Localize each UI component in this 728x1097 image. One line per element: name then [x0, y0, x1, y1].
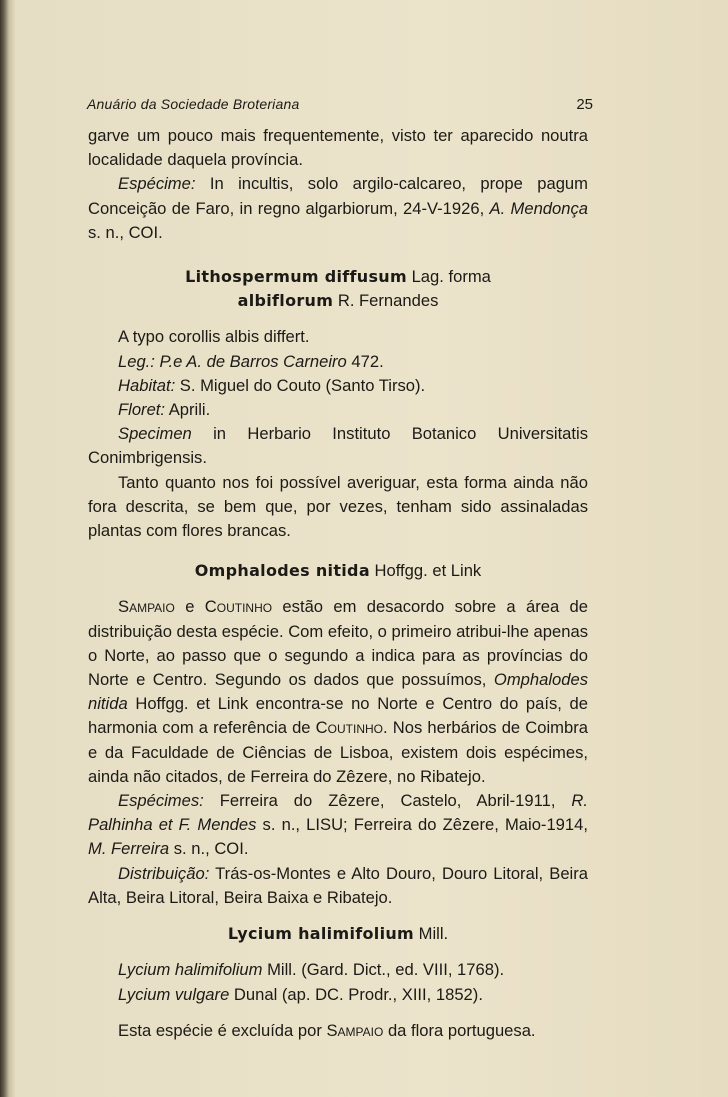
synonym-line	[88, 983, 588, 1007]
synonym-citation: Dunal (ap. DC. Prodr., XIII, 1852).	[229, 984, 483, 1004]
forma-authority: R. Fernandes	[333, 291, 439, 311]
taxon-authority: Mill.	[414, 924, 449, 944]
leg-label: Leg.:	[118, 351, 155, 371]
collector-name: M. Ferreira	[88, 839, 170, 859]
diagnosis-line: A typo corollis albis differt.	[118, 327, 310, 347]
continuation-paragraph	[88, 124, 588, 172]
synonym-name: Lycium vulgare	[118, 984, 230, 1004]
text-run: estão em desacordo sobre a área de distribuição desta espécie. Com efeito, o primeiro atribui-lhe apenas o Norte, ao passo que o segundo a indica para as províncias do Norte e Centro. Segundo os dados que possuímos,	[88, 597, 588, 690]
specimen-latin-text: in Herbario Instituto Botanico Universitatis Conimbrigensis.	[88, 424, 588, 468]
floret-line	[88, 398, 588, 422]
text-run: Esta espécie é excluída por	[118, 1020, 327, 1040]
specimen-end: s. n., COI.	[88, 222, 163, 242]
page-body	[88, 124, 588, 1043]
specimens-paragraph	[88, 789, 588, 862]
forma-name: albiflorum	[237, 291, 334, 311]
synonym-name: Lycium halimifolium	[118, 960, 263, 980]
taxon-heading-lycium	[88, 922, 588, 946]
floret-label: Floret:	[118, 400, 166, 420]
taxon-inline: Omphalodes nitida	[88, 670, 588, 714]
text-run: s. n., COI.	[169, 839, 249, 859]
continuation-text: garve um pouco mais frequentemente, visto ter aparecido noutra localidade daquela província.	[88, 126, 588, 170]
specimen-text: In incultis, solo argilo-calcareo, prope pagum Conceição de Faro, in regno algarbiorum, 24-V-1926,	[88, 174, 588, 218]
remark-paragraph: Tanto quanto nos foi possível averiguar, esta forma ainda não fora descrita, se bem que, por vezes, tenham sido assinaladas plantas com flores brancas.	[88, 472, 588, 541]
author-sampaio: Sampaio	[118, 597, 175, 617]
specimen-paragraph	[88, 172, 588, 245]
specimen-label: Espécime:	[118, 174, 196, 194]
taxon-authority: Lag. forma	[406, 267, 491, 287]
running-head	[87, 96, 593, 116]
taxon-heading-forma	[88, 289, 588, 313]
habitat-label: Habitat:	[118, 375, 176, 395]
taxon-heading-omphalodes	[88, 559, 588, 583]
distribution-label: Distribuição:	[118, 863, 210, 883]
habitat-line	[88, 374, 588, 398]
text-run: da flora portuguesa.	[383, 1020, 536, 1040]
collector-name: A. Mendonça	[489, 198, 589, 218]
synonym-line	[88, 958, 588, 982]
text-run: . Nos herbários de Coimbra e da Faculdade de Ciências de Lisboa, existem dois espécimes, ainda não citados, de Ferreira do Zêzere, no Ribatejo.	[88, 718, 588, 786]
author-coutinho: Coutinho	[204, 597, 273, 617]
text-run: Ferreira do Zêzere, Castelo, Abril-1911,	[203, 791, 572, 811]
text-run: s. n., LISU; Ferreira do Zêzere, Maio-1914,	[256, 815, 588, 835]
specimen-line	[88, 422, 588, 470]
leg-number: 472.	[346, 351, 384, 371]
synonym-citation: Mill. (Gard. Dict., ed. VIII, 1768).	[262, 960, 505, 980]
distribution-discussion	[88, 595, 588, 789]
text-run: Hoffgg. et Link encontra-se no Norte e Centro do país, de harmonia com a referência de	[88, 694, 588, 738]
distribution-text: Trás-os-Montes e Alto Douro, Douro Litoral, Beira Alta, Beira Litoral, Beira Baixa e Ribatejo.	[88, 863, 588, 907]
specimens-label: Espécimes:	[118, 791, 204, 811]
taxon-name: Lithospermum diffusum	[185, 267, 407, 287]
taxon-name: Lycium halimifolium	[227, 924, 415, 944]
taxon-authority: Hoffgg. et Link	[369, 561, 482, 581]
distribution-paragraph	[88, 862, 588, 910]
taxon-name: Omphalodes nitida	[194, 561, 370, 581]
taxon-heading-lithospermum	[88, 265, 588, 289]
leg-line	[88, 350, 588, 374]
habitat-text: S. Miguel do Couto (Santo Tirso).	[175, 375, 426, 395]
collector-name: R. Palhinha et F. Mendes	[88, 791, 588, 835]
specimen-latin-label: Specimen	[118, 424, 192, 444]
journal-title: Anuário da Sociedade Broteriana	[87, 96, 300, 112]
leg-collector: P.e A. de Barros Carneiro	[159, 351, 347, 371]
exclusion-paragraph	[88, 1019, 588, 1043]
author-coutinho: Coutinho	[315, 718, 383, 738]
page-number: 25	[576, 96, 593, 113]
text-run: e	[174, 597, 205, 617]
author-sampaio: Sampaio	[326, 1020, 384, 1040]
floret-text: Aprili.	[165, 400, 211, 420]
